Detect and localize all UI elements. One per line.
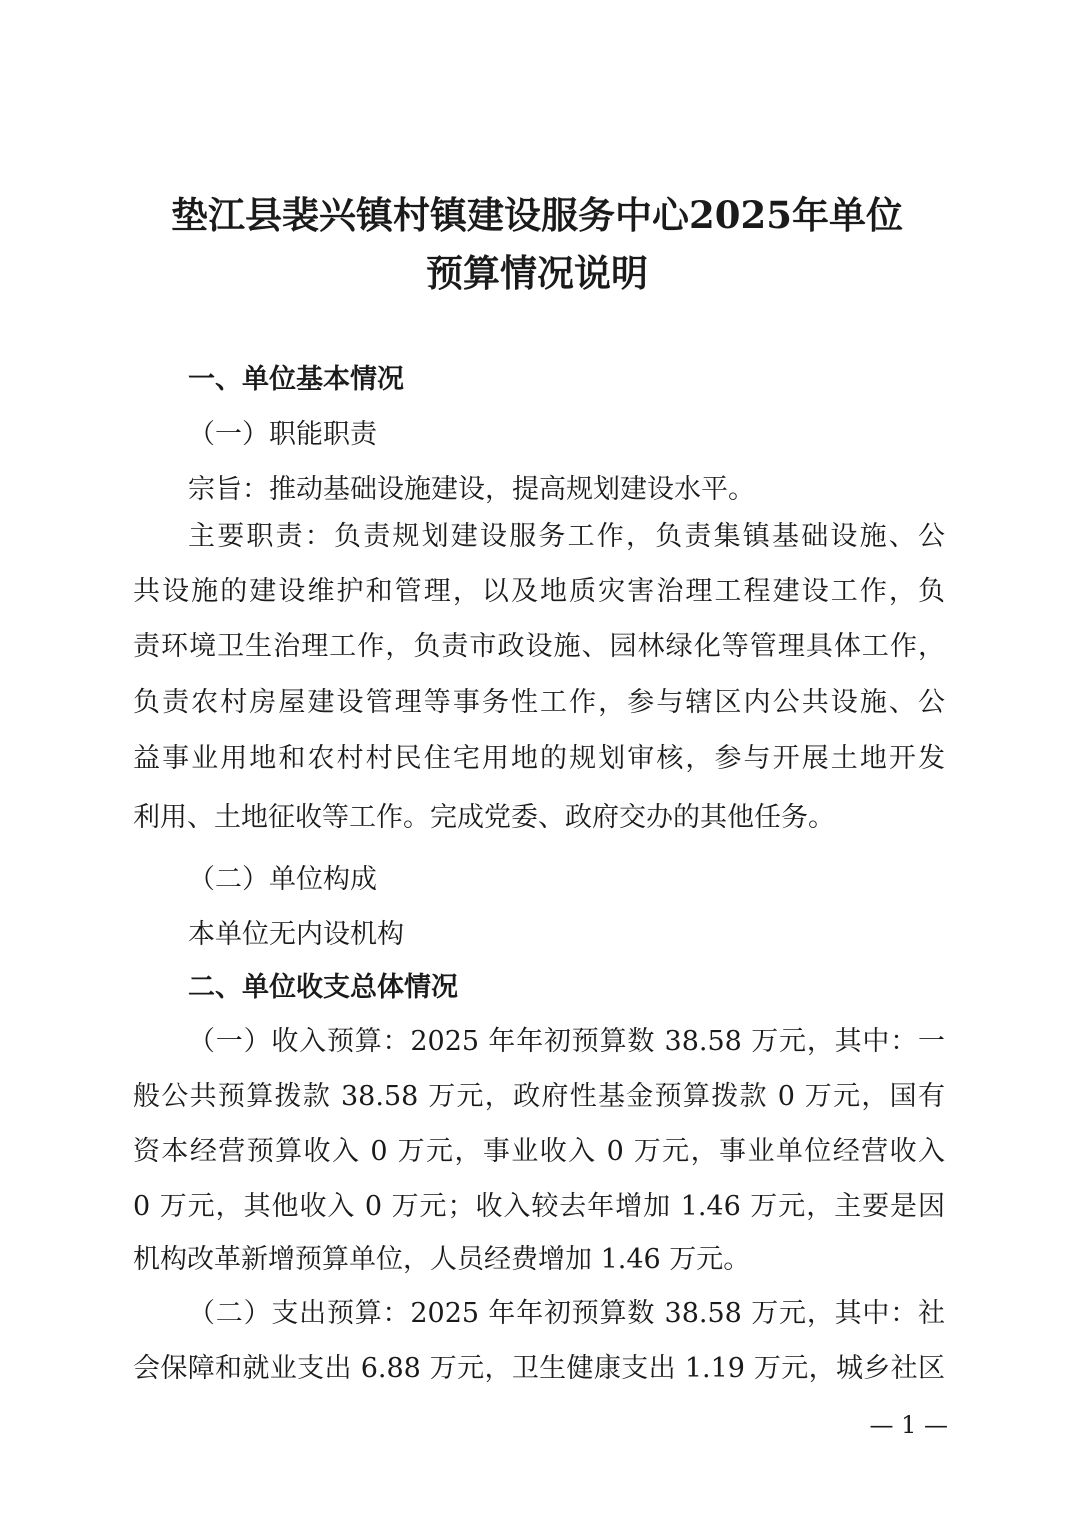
paragraph-income-line: 机构改革新增预算单位，人员经费增加 1.46 万元。 <box>133 1244 751 1275</box>
paragraph-duties-line: 责环境卫生治理工作，负责市政设施、园林绿化等管理具体工作， <box>133 631 945 662</box>
paragraph-purpose: 宗旨：推动基础设施建设，提高规划建设水平。 <box>188 474 755 505</box>
paragraph-income-line: （一）收入预算：2025 年年初预算数 38.58 万元，其中：一 <box>188 1026 945 1057</box>
paragraph-income-line: 资本经营预算收入 0 万元，事业收入 0 万元，事业单位经营收入 <box>133 1136 945 1167</box>
document-title-line-1: 垫江县裴兴镇村镇建设服务中心2025年单位 <box>171 193 903 237</box>
subheading-functions: （一）职能职责 <box>188 419 377 450</box>
paragraph-expenditure-line: （二）支出预算：2025 年年初预算数 38.58 万元，其中：社 <box>188 1298 945 1329</box>
paragraph-composition: 本单位无内设机构 <box>188 919 404 950</box>
paragraph-duties-line: 共设施的建设维护和管理，以及地质灾害治理工程建设工作，负 <box>133 576 945 607</box>
paragraph-duties-line: 主要职责：负责规划建设服务工作，负责集镇基础设施、公 <box>188 521 945 552</box>
document-title-line-2: 预算情况说明 <box>426 251 648 295</box>
paragraph-duties-line: 益事业用地和农村村民住宅用地的规划审核，参与开展土地开发 <box>133 743 945 774</box>
section-heading-basic-info: 一、单位基本情况 <box>188 364 404 395</box>
paragraph-expenditure-line: 会保障和就业支出 6.88 万元，卫生健康支出 1.19 万元，城乡社区 <box>133 1353 945 1384</box>
paragraph-income-line: 般公共预算拨款 38.58 万元，政府性基金预算拨款 0 万元，国有 <box>133 1081 945 1112</box>
paragraph-duties-line: 负责农村房屋建设管理等事务性工作，参与辖区内公共设施、公 <box>133 687 945 718</box>
paragraph-income-line: 0 万元，其他收入 0 万元；收入较去年增加 1.46 万元，主要是因 <box>133 1191 945 1222</box>
page-number: — 1 — <box>869 1411 948 1439</box>
paragraph-duties-line: 利用、土地征收等工作。完成党委、政府交办的其他任务。 <box>133 802 835 833</box>
section-heading-budget-overview: 二、单位收支总体情况 <box>188 972 458 1003</box>
subheading-composition: （二）单位构成 <box>188 864 377 895</box>
